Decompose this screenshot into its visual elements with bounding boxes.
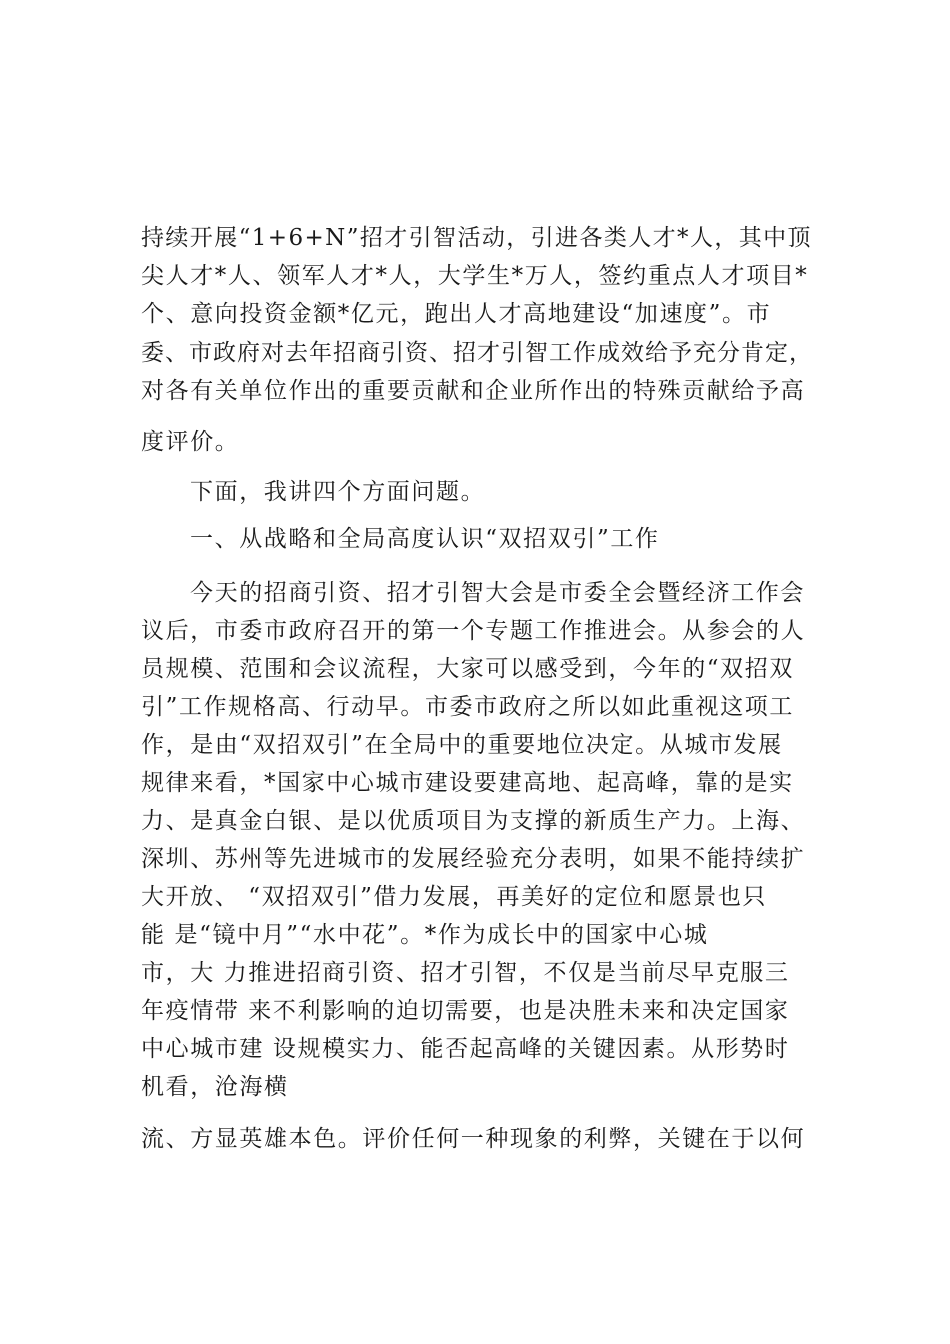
paragraph-line: 引”工作规格高、行动早。市委市政府之所以如此重视这项工	[141, 694, 794, 720]
paragraph-line: 能 是“镜中月”“水中花”。*作为成长中的国家中心城	[141, 922, 709, 948]
paragraph-line: 委、市政府对去年招商引资、招才引智工作成效给予充分肯定，	[141, 340, 813, 366]
paragraph-line: 个、意向投资金额*亿元，跑出人才高地建设“加速度”。市	[141, 301, 772, 327]
paragraph-line: 大开放、 “双招双引”借力发展，再美好的定位和愿景也只	[141, 884, 768, 910]
paragraph-line: 今天的招商引资、招才引智大会是市委全会暨经济工作会	[190, 580, 805, 606]
paragraph-line: 规律来看，*国家中心城市建设要建高地、起高峰，靠的是实	[141, 770, 794, 796]
paragraph-line: 市，大 力推进招商引资、招才引智，不仅是当前尽早克服三	[141, 960, 790, 986]
paragraph-line: 持续开展“1+6+N”招才引智活动，引进各类人才*人，其中顶	[141, 225, 812, 251]
paragraph-line: 员规模、范围和会议流程，大家可以感受到，今年的“双招双	[141, 656, 794, 682]
paragraph-line: 机看，沧海横	[141, 1074, 289, 1100]
paragraph-line: 对各有关单位作出的重要贡献和企业所作出的特殊贡献给予高	[141, 378, 806, 404]
paragraph-line: 议后，市委市政府召开的第一个专题工作推进会。从参会的人	[141, 618, 806, 644]
paragraph-line: 下面，我讲四个方面问题。	[190, 479, 486, 505]
paragraph-line: 度评价。	[141, 429, 240, 455]
paragraph-line: 年疫情带 来不利影响的迫切需要，也是决胜未来和决定国家	[141, 998, 790, 1024]
paragraph-line: 尖人才*人、领军人才*人，大学生*万人，签约重点人才项目*	[141, 263, 809, 289]
paragraph-line: 流、方显英雄本色。评价任何一种现象的利弊，关键在于以何	[141, 1126, 806, 1152]
paragraph-line: 深圳、苏州等先进城市的发展经验充分表明，如果不能持续扩	[141, 846, 806, 872]
section-heading: 一、从战略和全局高度认识“双招双引”工作	[190, 526, 660, 552]
paragraph-line: 中心城市建 设规模实力、能否起高峰的关键因素。从形势时	[141, 1036, 790, 1062]
paragraph-line: 力、是真金白银、是以优质项目为支撑的新质生产力。上海、	[141, 808, 806, 834]
paragraph-line: 作，是由“双招双引”在全局中的重要地位决定。从城市发展	[141, 732, 783, 758]
